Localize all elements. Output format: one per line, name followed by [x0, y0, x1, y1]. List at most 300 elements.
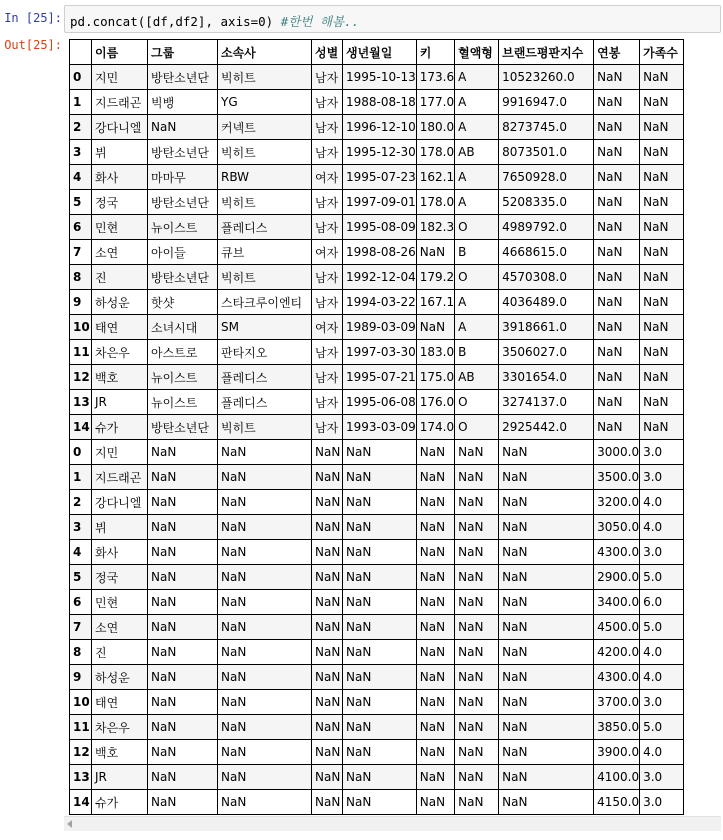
table-cell: 플레디스 — [218, 390, 312, 415]
table-cell: 5.0 — [640, 565, 684, 590]
table-cell: NaN — [343, 540, 417, 565]
table-cell: 3.0 — [640, 790, 684, 815]
table-cell: 뉴이스트 — [148, 215, 218, 240]
table-cell: NaN — [640, 115, 684, 140]
table-cell: NaN — [343, 690, 417, 715]
table-cell: NaN — [640, 265, 684, 290]
table-cell: NaN — [455, 490, 499, 515]
table-cell: 3.0 — [640, 765, 684, 790]
table-row — [70, 715, 684, 740]
table-cell: JR — [92, 390, 148, 415]
table-cell: NaN — [312, 465, 343, 490]
table-cell: 5208335.0 — [499, 190, 594, 215]
table-cell: 9916947.0 — [499, 90, 594, 115]
table-cell: 아이들 — [148, 240, 218, 265]
table-cell: NaN — [312, 690, 343, 715]
table-cell: NaN — [343, 715, 417, 740]
table-cell: 8073501.0 — [499, 140, 594, 165]
table-row — [70, 565, 684, 590]
table-cell: NaN — [312, 665, 343, 690]
table-cell: 3.0 — [640, 440, 684, 465]
table-cell: 3700.0 — [594, 690, 640, 715]
table-cell: 방탄소년단 — [148, 415, 218, 440]
row-index: 2 — [70, 490, 92, 515]
table-cell: 3400.0 — [594, 590, 640, 615]
table-row — [70, 340, 684, 365]
table-cell: 슈가 — [92, 415, 148, 440]
column-header: 가족수 — [640, 40, 684, 65]
table-cell: 3.0 — [640, 465, 684, 490]
table-cell: 3050.0 — [594, 515, 640, 540]
table-cell: NaN — [594, 415, 640, 440]
table-cell: SM — [218, 315, 312, 340]
table-cell: NaN — [416, 640, 454, 665]
table-cell: NaN — [594, 315, 640, 340]
row-index: 0 — [70, 65, 92, 90]
table-cell: NaN — [594, 240, 640, 265]
table-cell: NaN — [416, 615, 454, 640]
table-cell: NaN — [416, 765, 454, 790]
table-cell: 빅히트 — [218, 190, 312, 215]
table-cell: O — [455, 215, 499, 240]
table-cell: NaN — [218, 690, 312, 715]
table-cell: NaN — [455, 715, 499, 740]
table-cell: NaN — [594, 165, 640, 190]
table-cell: NaN — [594, 290, 640, 315]
table-cell: NaN — [312, 615, 343, 640]
table-row — [70, 615, 684, 640]
table-cell: NaN — [640, 240, 684, 265]
table-cell: NaN — [594, 190, 640, 215]
table-cell: 판타지오 — [218, 340, 312, 365]
row-index: 14 — [70, 790, 92, 815]
table-row — [70, 590, 684, 615]
column-header: 그룹 — [148, 40, 218, 65]
input-prompt: In [25]: — [4, 11, 62, 25]
table-cell: 방탄소년단 — [148, 140, 218, 165]
table-cell: NaN — [416, 465, 454, 490]
table-cell: NaN — [455, 790, 499, 815]
table-cell: NaN — [343, 440, 417, 465]
row-index: 8 — [70, 265, 92, 290]
column-header: 브랜드평판지수 — [499, 40, 594, 65]
row-index: 10 — [70, 690, 92, 715]
table-cell: NaN — [148, 615, 218, 640]
table-row — [70, 765, 684, 790]
column-header: 소속사 — [218, 40, 312, 65]
table-cell: NaN — [455, 440, 499, 465]
table-cell: 1994-03-22 — [343, 290, 417, 315]
table-cell: 남자 — [312, 290, 343, 315]
table-cell: 남자 — [312, 265, 343, 290]
table-cell: NaN — [416, 690, 454, 715]
table-cell: NaN — [640, 390, 684, 415]
row-index: 12 — [70, 740, 92, 765]
table-cell: NaN — [312, 640, 343, 665]
table-cell: 1995-08-09 — [343, 215, 417, 240]
table-cell: NaN — [594, 215, 640, 240]
row-index: 8 — [70, 640, 92, 665]
table-cell: AB — [455, 365, 499, 390]
table-cell: NaN — [148, 740, 218, 765]
table-cell: NaN — [343, 490, 417, 515]
index-header — [70, 40, 92, 65]
table-cell: 10523260.0 — [499, 65, 594, 90]
table-cell: A — [455, 165, 499, 190]
table-cell: NaN — [148, 640, 218, 665]
table-cell: NaN — [640, 190, 684, 215]
table-cell: 남자 — [312, 140, 343, 165]
table-cell: NaN — [148, 715, 218, 740]
table-cell: NaN — [499, 665, 594, 690]
table-cell: 지민 — [92, 65, 148, 90]
table-row — [70, 490, 684, 515]
table-cell: NaN — [343, 740, 417, 765]
table-cell: NaN — [640, 340, 684, 365]
table-cell: NaN — [455, 540, 499, 565]
table-cell: 178.0 — [416, 140, 454, 165]
table-cell: 1995-07-23 — [343, 165, 417, 190]
table-cell: NaN — [343, 765, 417, 790]
row-index: 3 — [70, 140, 92, 165]
table-cell: NaN — [499, 640, 594, 665]
table-cell: NaN — [416, 315, 454, 340]
table-cell: 진 — [92, 265, 148, 290]
table-cell: NaN — [343, 665, 417, 690]
table-cell: 1993-03-09 — [343, 415, 417, 440]
table-cell: NaN — [218, 590, 312, 615]
table-cell: 3918661.0 — [499, 315, 594, 340]
table-cell: 소연 — [92, 615, 148, 640]
table-cell: 남자 — [312, 190, 343, 215]
table-cell: A — [455, 65, 499, 90]
table-cell: NaN — [312, 515, 343, 540]
table-cell: 정국 — [92, 190, 148, 215]
table-cell: NaN — [455, 615, 499, 640]
table-cell: 3850.0 — [594, 715, 640, 740]
table-cell: 여자 — [312, 240, 343, 265]
table-cell: 방탄소년단 — [148, 265, 218, 290]
table-cell: 1995-07-21 — [343, 365, 417, 390]
code-input[interactable] — [64, 5, 721, 33]
table-cell: B — [455, 340, 499, 365]
table-cell: NaN — [416, 490, 454, 515]
table-cell: 1995-06-08 — [343, 390, 417, 415]
table-cell: RBW — [218, 165, 312, 190]
table-cell: 소연 — [92, 240, 148, 265]
table-header-row — [70, 40, 684, 65]
table-cell: NaN — [312, 440, 343, 465]
table-cell: 플레디스 — [218, 215, 312, 240]
table-cell: 3.0 — [640, 690, 684, 715]
row-index: 10 — [70, 315, 92, 340]
table-cell: A — [455, 190, 499, 215]
row-index: 6 — [70, 215, 92, 240]
table-cell: NaN — [218, 665, 312, 690]
table-cell: JR — [92, 765, 148, 790]
table-cell: NaN — [218, 740, 312, 765]
table-cell: NaN — [416, 540, 454, 565]
table-cell: NaN — [416, 790, 454, 815]
table-cell: 175.0 — [416, 365, 454, 390]
table-cell: YG — [218, 90, 312, 115]
table-cell: NaN — [218, 565, 312, 590]
table-cell: 4036489.0 — [499, 290, 594, 315]
table-cell: NaN — [148, 590, 218, 615]
table-cell: 1989-03-09 — [343, 315, 417, 340]
table-cell: NaN — [594, 65, 640, 90]
table-cell: NaN — [499, 740, 594, 765]
table-cell: 4.0 — [640, 515, 684, 540]
table-cell: 3301654.0 — [499, 365, 594, 390]
code-text: pd.concat([df,df2], axis=0) — [70, 14, 281, 29]
table-cell: 4989792.0 — [499, 215, 594, 240]
table-cell: NaN — [455, 765, 499, 790]
table-row — [70, 440, 684, 465]
column-header: 성별 — [312, 40, 343, 65]
table-cell: 강다니엘 — [92, 115, 148, 140]
table-cell: 슈가 — [92, 790, 148, 815]
table-cell: 1998-08-26 — [343, 240, 417, 265]
table-cell: NaN — [148, 465, 218, 490]
table-cell: 방탄소년단 — [148, 65, 218, 90]
table-cell: 8273745.0 — [499, 115, 594, 140]
table-cell: 플레디스 — [218, 365, 312, 390]
row-index: 13 — [70, 390, 92, 415]
table-cell: 화사 — [92, 165, 148, 190]
table-cell: NaN — [218, 715, 312, 740]
table-cell: NaN — [499, 765, 594, 790]
table-cell: 남자 — [312, 415, 343, 440]
column-header: 키 — [416, 40, 454, 65]
table-cell: NaN — [312, 490, 343, 515]
table-cell: 4150.0 — [594, 790, 640, 815]
table-row — [70, 265, 684, 290]
row-index: 5 — [70, 190, 92, 215]
table-cell: NaN — [312, 565, 343, 590]
table-cell: NaN — [218, 640, 312, 665]
table-cell: 하성운 — [92, 290, 148, 315]
table-cell: NaN — [416, 665, 454, 690]
table-cell: 162.1 — [416, 165, 454, 190]
table-cell: 4500.0 — [594, 615, 640, 640]
horizontal-scrollbar[interactable] — [64, 816, 721, 831]
table-cell: 179.2 — [416, 265, 454, 290]
table-cell: NaN — [218, 765, 312, 790]
table-cell: 5.0 — [640, 715, 684, 740]
table-cell: 화사 — [92, 540, 148, 565]
table-row — [70, 315, 684, 340]
table-cell: 남자 — [312, 215, 343, 240]
table-cell: NaN — [218, 515, 312, 540]
table-cell: NaN — [416, 740, 454, 765]
table-row — [70, 790, 684, 815]
table-cell: 백호 — [92, 365, 148, 390]
table-cell: NaN — [148, 540, 218, 565]
row-index: 13 — [70, 765, 92, 790]
table-cell: 뉴이스트 — [148, 390, 218, 415]
table-cell: 태연 — [92, 690, 148, 715]
row-index: 4 — [70, 165, 92, 190]
table-cell: 4300.0 — [594, 540, 640, 565]
row-index: 9 — [70, 665, 92, 690]
table-cell: 4.0 — [640, 640, 684, 665]
table-cell: NaN — [148, 565, 218, 590]
table-cell: 4.0 — [640, 490, 684, 515]
table-cell: AB — [455, 140, 499, 165]
table-cell: 174.0 — [416, 415, 454, 440]
table-cell: NaN — [312, 590, 343, 615]
table-cell: 5.0 — [640, 615, 684, 640]
table-cell: 뷔 — [92, 515, 148, 540]
table-cell: 1992-12-04 — [343, 265, 417, 290]
table-cell: 4100.0 — [594, 765, 640, 790]
table-cell: NaN — [343, 465, 417, 490]
table-cell: NaN — [148, 115, 218, 140]
table-cell: 167.1 — [416, 290, 454, 315]
table-cell: 남자 — [312, 390, 343, 415]
row-index: 11 — [70, 715, 92, 740]
table-cell: NaN — [455, 565, 499, 590]
table-cell: NaN — [218, 790, 312, 815]
table-cell: 방탄소년단 — [148, 190, 218, 215]
table-cell: NaN — [594, 365, 640, 390]
table-cell: 1997-09-01 — [343, 190, 417, 215]
table-cell: NaN — [455, 465, 499, 490]
table-cell: 남자 — [312, 65, 343, 90]
table-cell: NaN — [416, 565, 454, 590]
table-cell: 빅히트 — [218, 140, 312, 165]
table-cell: NaN — [499, 615, 594, 640]
row-index: 0 — [70, 440, 92, 465]
table-cell: 하성운 — [92, 665, 148, 690]
row-index: 3 — [70, 515, 92, 540]
table-row — [70, 240, 684, 265]
table-cell: NaN — [594, 90, 640, 115]
table-cell: 1997-03-30 — [343, 340, 417, 365]
table-cell: NaN — [640, 365, 684, 390]
table-cell: 여자 — [312, 165, 343, 190]
table-row — [70, 290, 684, 315]
table-cell: NaN — [343, 515, 417, 540]
table-cell: NaN — [499, 540, 594, 565]
row-index: 4 — [70, 540, 92, 565]
scroll-left-arrow-icon[interactable] — [67, 820, 72, 828]
table-row — [70, 740, 684, 765]
table-cell: 강다니엘 — [92, 490, 148, 515]
table-cell: 민현 — [92, 215, 148, 240]
table-cell: NaN — [499, 590, 594, 615]
row-index: 14 — [70, 415, 92, 440]
table-cell: NaN — [640, 90, 684, 115]
table-cell: 차은우 — [92, 340, 148, 365]
table-cell: NaN — [148, 440, 218, 465]
table-cell: NaN — [594, 340, 640, 365]
table-cell: NaN — [455, 640, 499, 665]
table-cell: NaN — [218, 465, 312, 490]
table-cell: NaN — [594, 265, 640, 290]
table-cell: 182.3 — [416, 215, 454, 240]
table-cell: 백호 — [92, 740, 148, 765]
table-cell: NaN — [594, 140, 640, 165]
table-row — [70, 540, 684, 565]
table-cell: NaN — [455, 690, 499, 715]
table-cell: 여자 — [312, 315, 343, 340]
table-cell: NaN — [455, 740, 499, 765]
table-cell: 4200.0 — [594, 640, 640, 665]
table-row — [70, 515, 684, 540]
table-row — [70, 640, 684, 665]
table-cell: 핫샷 — [148, 290, 218, 315]
table-cell: 1995-12-30 — [343, 140, 417, 165]
table-cell: O — [455, 265, 499, 290]
table-cell: NaN — [499, 440, 594, 465]
table-cell: O — [455, 390, 499, 415]
table-cell: NaN — [640, 165, 684, 190]
table-row — [70, 140, 684, 165]
table-cell: NaN — [343, 565, 417, 590]
table-cell: NaN — [343, 615, 417, 640]
table-cell: NaN — [455, 515, 499, 540]
table-cell: 태연 — [92, 315, 148, 340]
table-cell: 3200.0 — [594, 490, 640, 515]
table-cell: 1996-12-10 — [343, 115, 417, 140]
table-cell: NaN — [148, 665, 218, 690]
table-cell: 남자 — [312, 340, 343, 365]
table-cell: NaN — [218, 615, 312, 640]
table-cell: NaN — [416, 240, 454, 265]
table-cell: 2900.0 — [594, 565, 640, 590]
table-cell: A — [455, 290, 499, 315]
table-row — [70, 115, 684, 140]
table-cell: 4.0 — [640, 665, 684, 690]
table-row — [70, 365, 684, 390]
table-row — [70, 690, 684, 715]
dataframe-table — [69, 39, 684, 815]
table-row — [70, 415, 684, 440]
table-cell: NaN — [148, 765, 218, 790]
table-cell: 차은우 — [92, 715, 148, 740]
table-cell: 1995-10-13 — [343, 65, 417, 90]
table-row — [70, 65, 684, 90]
table-cell: 178.0 — [416, 190, 454, 215]
table-cell: 3274137.0 — [499, 390, 594, 415]
table-cell: A — [455, 90, 499, 115]
table-cell: NaN — [312, 740, 343, 765]
table-cell: 1988-08-18 — [343, 90, 417, 115]
table-cell: 커넥트 — [218, 115, 312, 140]
table-cell: NaN — [455, 590, 499, 615]
code-comment: #한번 해봄.. — [280, 14, 360, 29]
table-cell: NaN — [312, 765, 343, 790]
table-cell: 176.0 — [416, 390, 454, 415]
table-cell: 지민 — [92, 440, 148, 465]
table-row — [70, 390, 684, 415]
table-cell: NaN — [416, 440, 454, 465]
table-row — [70, 190, 684, 215]
table-cell: 지드래곤 — [92, 90, 148, 115]
output-prompt: Out[25]: — [4, 38, 62, 52]
table-cell: 3000.0 — [594, 440, 640, 465]
table-cell: 빅뱅 — [148, 90, 218, 115]
table-cell: 2925442.0 — [499, 415, 594, 440]
row-index: 1 — [70, 90, 92, 115]
table-cell: NaN — [312, 715, 343, 740]
table-cell: 4668615.0 — [499, 240, 594, 265]
table-cell: 183.0 — [416, 340, 454, 365]
table-cell: NaN — [499, 565, 594, 590]
table-cell: O — [455, 415, 499, 440]
